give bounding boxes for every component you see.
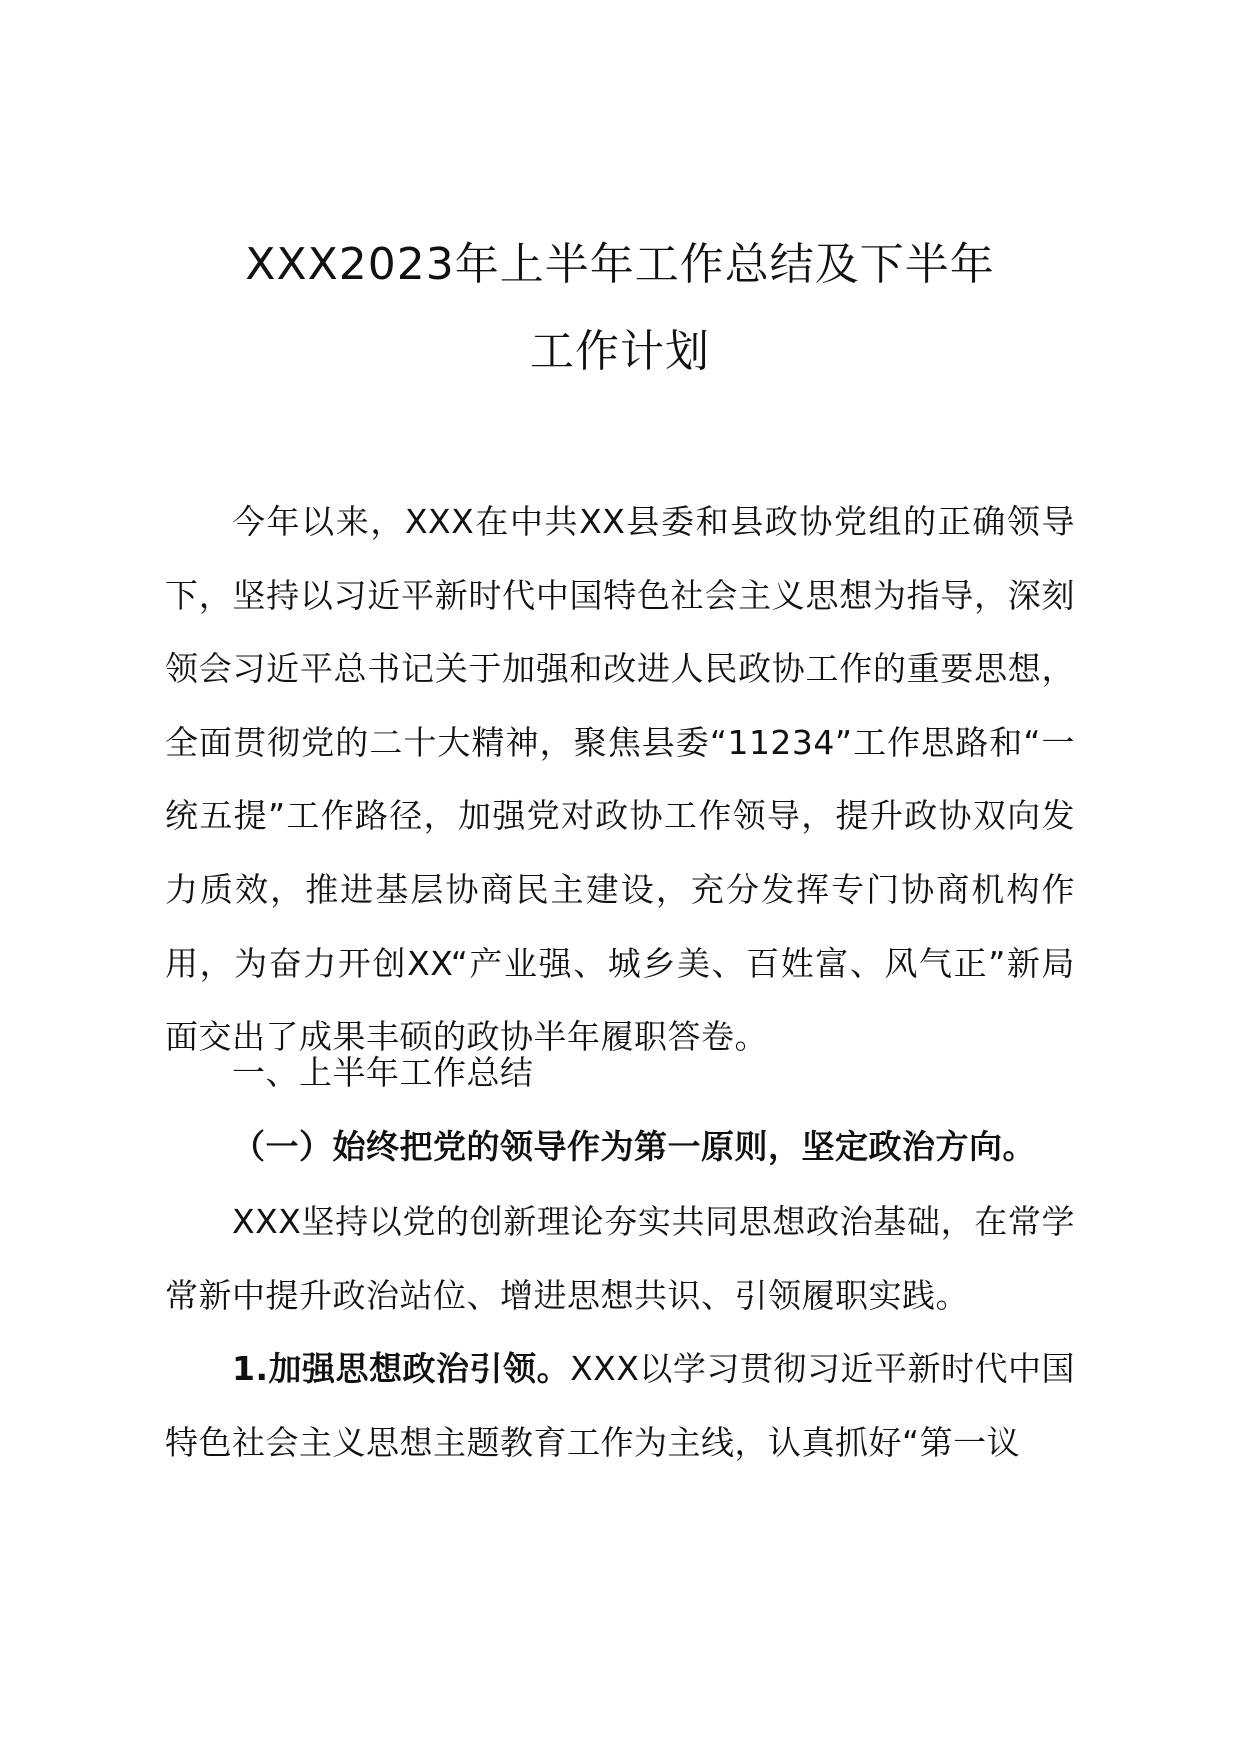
section-heading: 一、上半年工作总结 [232,1053,534,1092]
intro-paragraph: 今年以来，XXX在中共XX县委和县政协党组的正确领导下，坚持以习近平新时代中国特色社会主义思想为指导，深刻领会习近平总书记关于加强和改进人民政协工作的重要思想，全面贯彻党的二十大精神，聚焦县委“11234”工作思路和“一统五提”工作路径，加强党对政协工作领导，提升政协双向发力质效，推进基层协商民主建设，充分发挥专门协商机构作用，为奋力开创XX“产业强、城乡美、百姓富、风气正”新局面交出了成果丰硕的政协半年履职答卷。 [165,502,1075,1057]
document-title-line-2: 工作计划 [530,326,710,377]
subsection-heading: （一）始终把党的领导作为第一原则，坚定政治方向。 [232,1127,1036,1166]
item-1-paragraph [165,1332,1075,1479]
subsection-paragraph: XXX坚持以党的创新理论夯实共同思想政治基础，在常学常新中提升政治站位、增进思想共识、引领履职实践。 [165,1202,1075,1315]
item-1-text: XXX以学习贯彻习近平新时代中国特色社会主义思想主题教育工作为主线，认真抓好“第一议 [165,1349,1075,1462]
document-title-line-1: XXX2023年上半年工作总结及下半年 [245,239,995,290]
item-1-label: 1.加强思想政治引领。 [232,1349,571,1388]
